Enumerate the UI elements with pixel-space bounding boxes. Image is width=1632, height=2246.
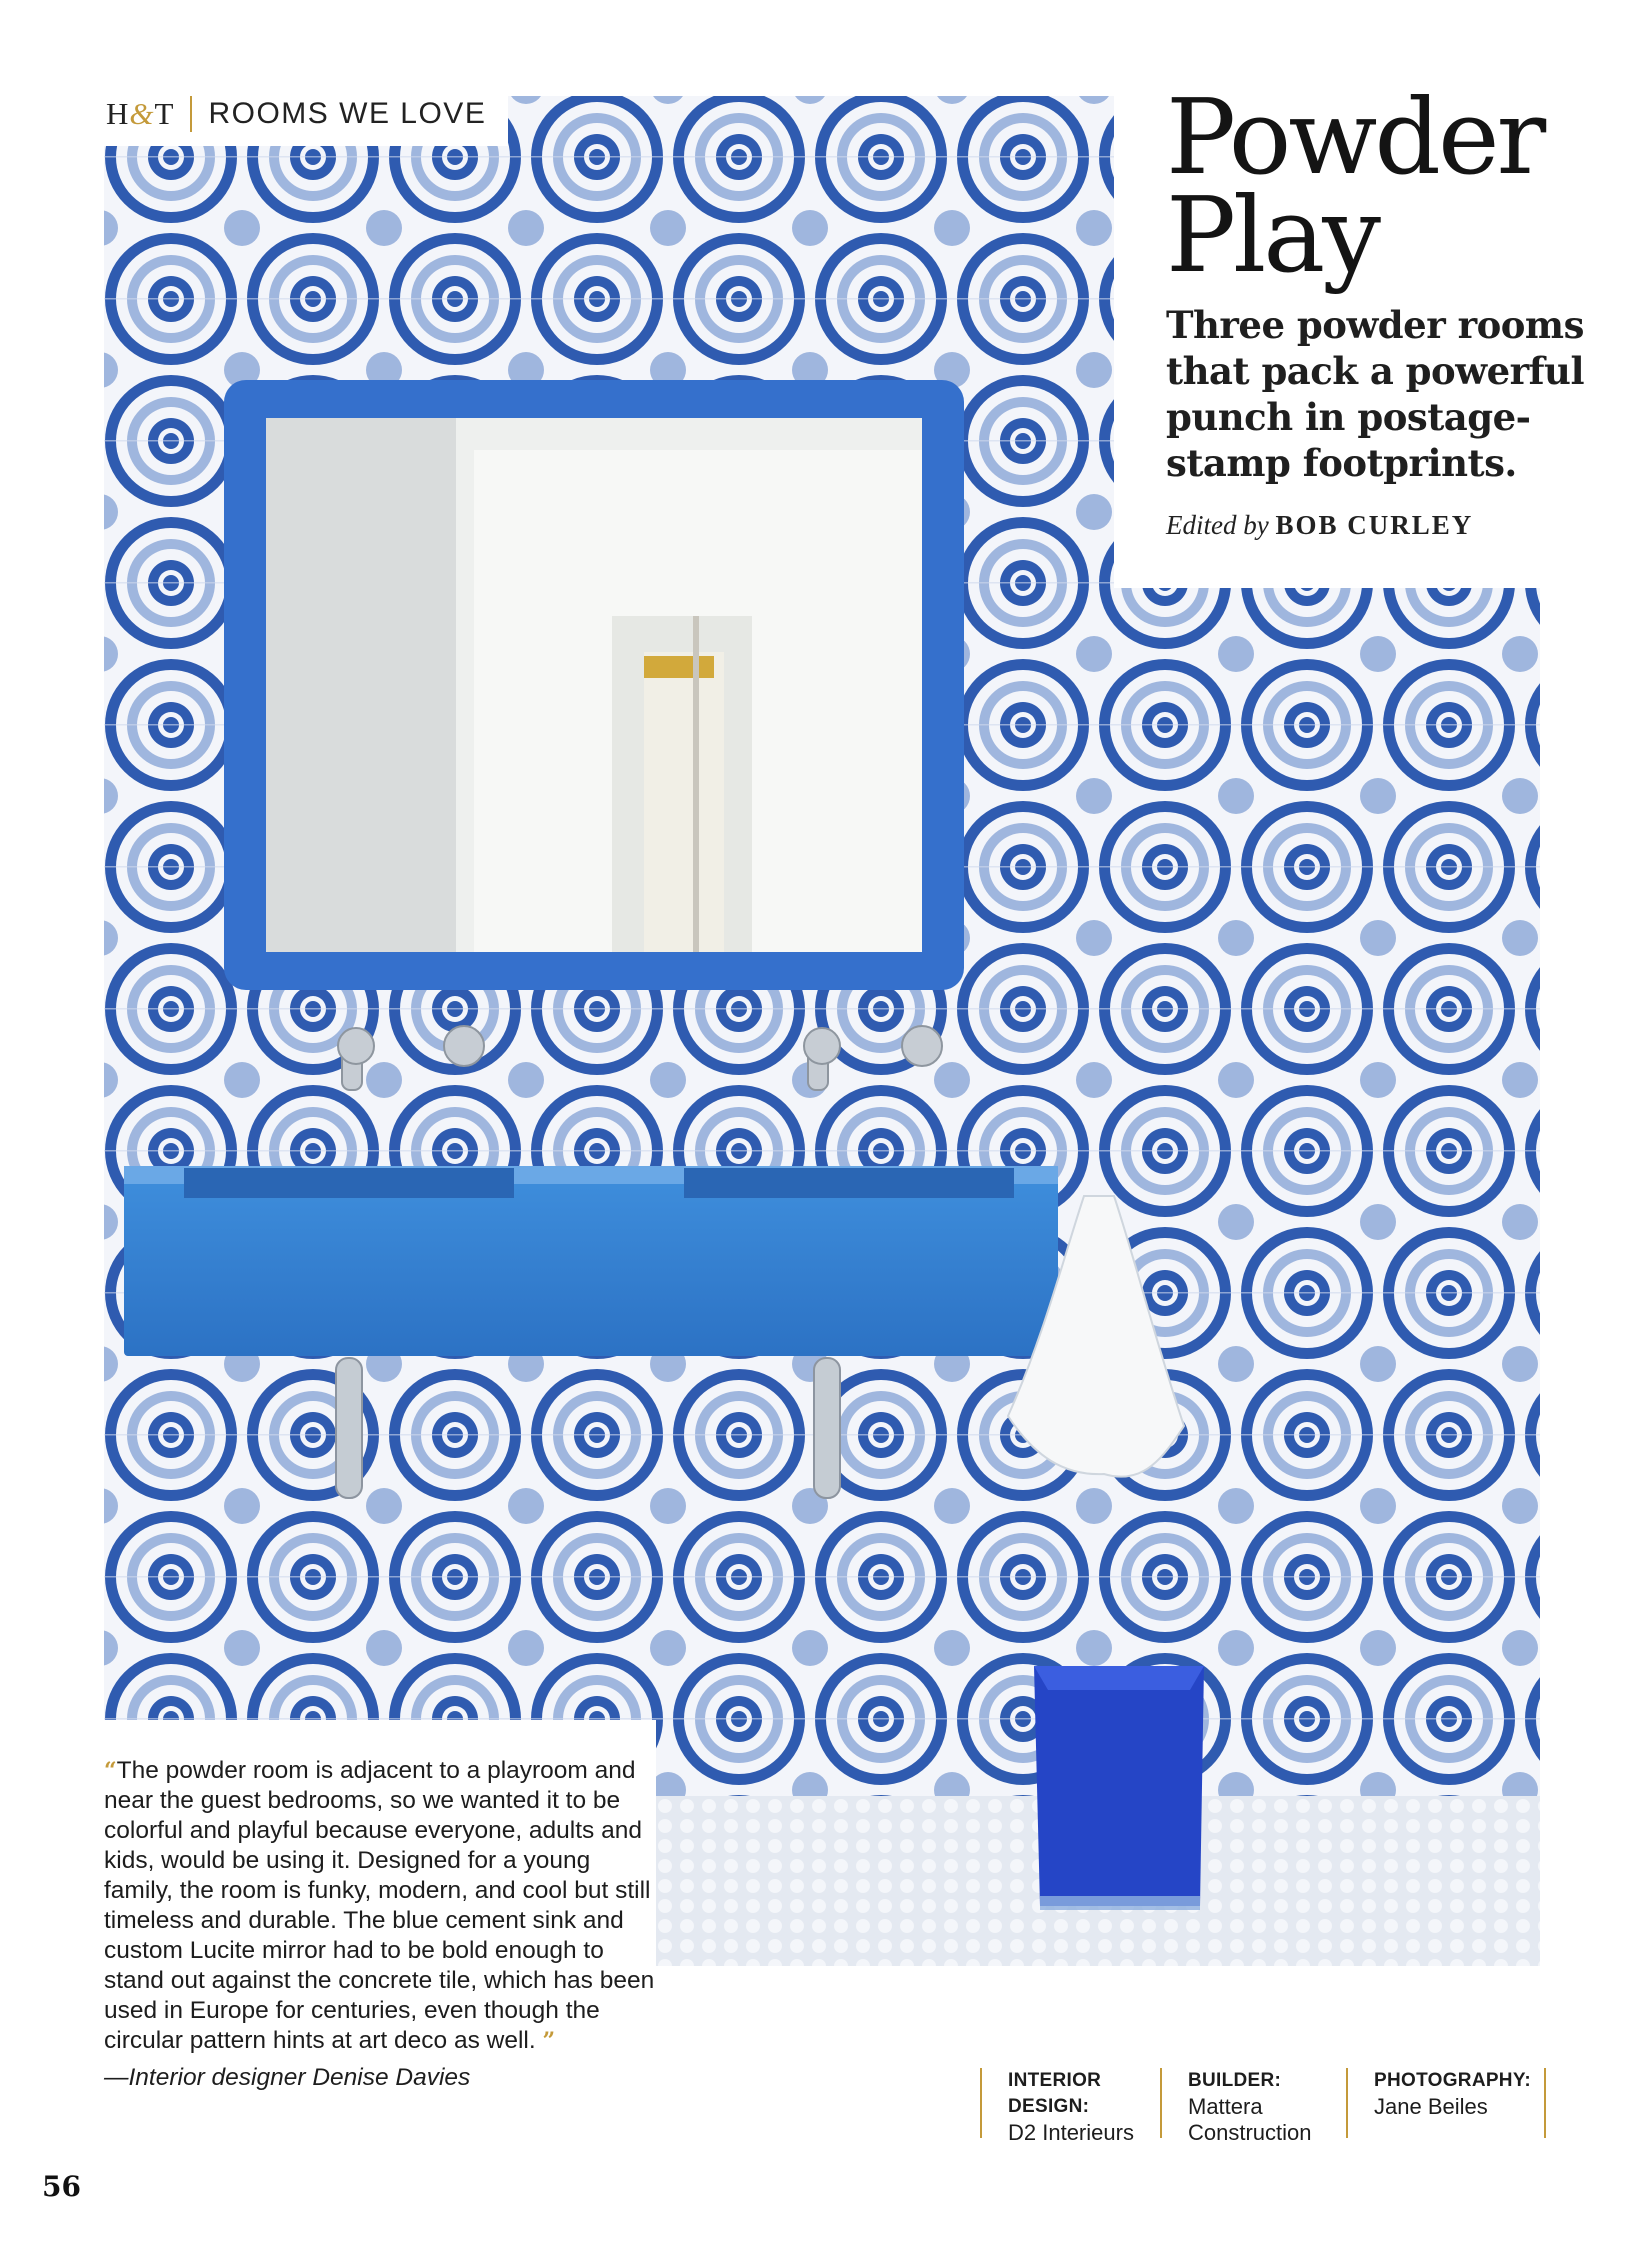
title-block: [1114, 76, 1632, 588]
article-subtitle: Three powder rooms that pack a powerful punch in postage-stamp footprints.: [1166, 303, 1584, 485]
title-line-1: Powder: [1166, 76, 1544, 198]
article-title: [1166, 76, 1632, 296]
quote-text-block: [104, 1756, 656, 2056]
mirror: [224, 380, 964, 990]
credit-value: Mattera Construction: [1188, 2094, 1312, 2145]
quote-text: The powder room is adjacent to a playroom and near the guest bedrooms, so we wanted it to be colorful and playful because everyone, adults and kids, would be using it. Designed for a young family, the room is funky, modern, and cool but still timeless and durable. The blue cement sink and custom Lucite mirror had to be bold enough to stand out against the concrete tile, which has been used in Europe for centuries, even though the circular pattern hints at art deco as well.: [104, 1757, 655, 2054]
wastebasket: [1034, 1666, 1204, 1910]
section-header: [88, 82, 508, 146]
sink: [124, 1166, 1058, 1356]
credit-photography: [1346, 2068, 1546, 2138]
credit-value: D2 Interieurs: [1008, 2120, 1134, 2145]
credit-label: BUILDER:: [1188, 2070, 1282, 2091]
credit-builder: [1160, 2068, 1346, 2145]
section-name: ROOMS WE LOVE: [208, 97, 487, 130]
byline: [1166, 510, 1632, 541]
page-number: 56: [42, 2170, 81, 2203]
header-divider: [190, 96, 192, 132]
credit-label: INTERIOR DESIGN:: [1008, 2070, 1102, 2117]
byline-name: BOB CURLEY: [1275, 510, 1474, 540]
close-quote-icon: ”: [542, 2028, 556, 2054]
pull-quote: [88, 1720, 656, 2140]
title-line-2: Play: [1166, 174, 1378, 296]
credit-value: Jane Beiles: [1374, 2094, 1488, 2119]
open-quote-icon: “: [104, 1758, 117, 1784]
quote-attribution: —Interior designer Denise Davies: [104, 2064, 471, 2091]
credit-interior-design: [980, 2068, 1160, 2145]
byline-prefix: Edited by: [1166, 510, 1269, 540]
brand-logo: H&T: [106, 96, 175, 131]
credit-label: PHOTOGRAPHY:: [1374, 2070, 1532, 2091]
credits: [980, 2068, 1546, 2145]
